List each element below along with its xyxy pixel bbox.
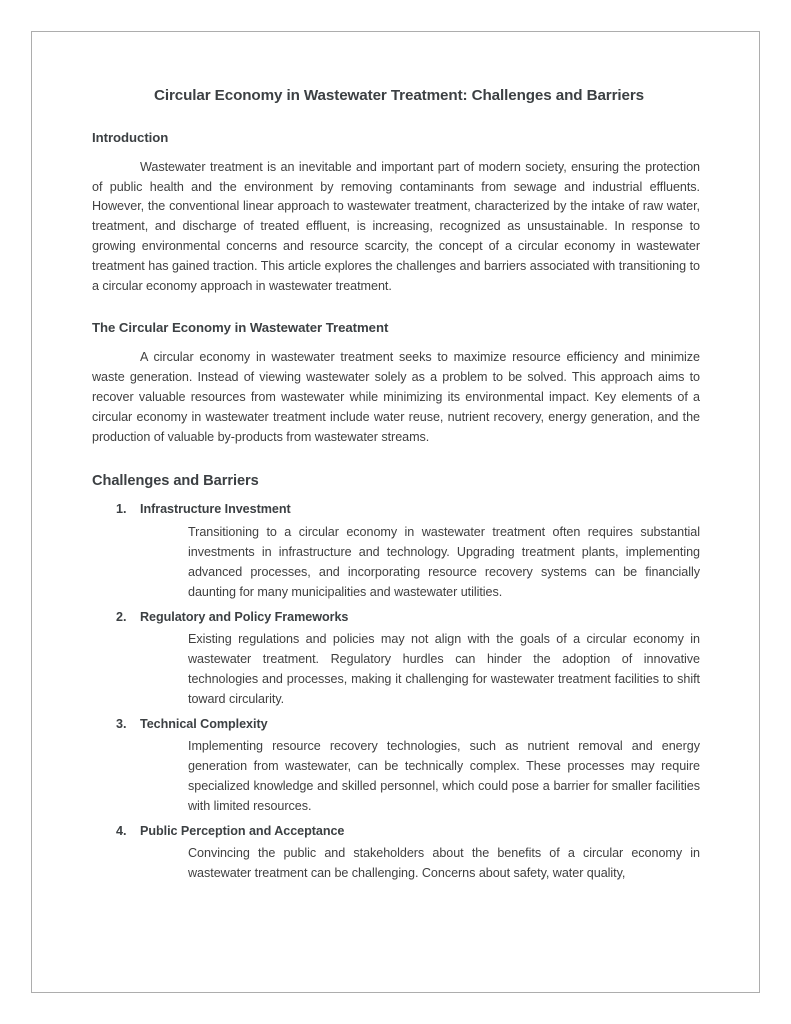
paragraph-introduction: Wastewater treatment is an inevitable and important part of modern society, ensuring the protection of public health and the environment by removing contaminants from sewage and industrial effluents. However, the conventional linear approach to wastewater treatment, characterized by the intake of raw water, treatment, and discharge of treated effluent, is increasing, recognized as unsustainable. In response to growing environmental concerns and resource scarcity, the concept of a circular economy in wastewater treatment has gained traction. This article explores the challenges and barriers associated with transitioning to a circular economy approach in wastewater treatment. [92,159,700,294]
list-item-title: Public Perception and Acceptance [140,823,345,838]
list-item-title: Regulatory and Policy Frameworks [140,609,349,624]
list-item-marker: 2. [116,609,127,624]
list-item-marker: 3. [116,716,127,731]
list-item-body: Existing regulations and policies may not align with the goals of a circular economy in wastewater treatment. Regulatory hurdles can hinder the adoption of innovative technologies and processes, making it challenging for wastewater treatment facilities to shift toward circularity. [188,632,700,706]
document-page [31,31,760,993]
list-item-marker: 4. [116,823,127,838]
list-item-title: Technical Complexity [140,716,268,731]
list-item [92,822,700,884]
section-heading-circular-economy: The Circular Economy in Wastewater Treatment [92,319,389,335]
section-heading-introduction: Introduction [92,129,169,145]
list-item-marker: 1. [116,502,127,517]
list-item-body: Transitioning to a circular economy in wastewater treatment often requires substantial investments in infrastructure and technology. Upgrading treatment plants, implementing advanced processes, and incorporating resource recovery systems can be financially daunting for many municipalities and wastewater utilities. [188,525,700,599]
list-item-title: Infrastructure Investment [140,502,291,517]
list-item [92,608,700,710]
page-title: Circular Economy in Wastewater Treatment: Challenges and Barriers [153,87,645,104]
document-body [92,86,700,884]
section-heading-challenges-and-barriers: Challenges and Barriers [92,472,259,489]
list-item [92,500,700,602]
list-item [92,715,700,817]
paragraph-circular-economy: A circular economy in wastewater treatment seeks to maximize resource efficiency and minimize waste generation. Instead of viewing wastewater solely as a problem to be solved. This approach aims to recover valuable resources from wastewater while minimizing its environmental impact. Key elements of a circular economy in wastewater treatment include water reuse, nutrient recovery, energy generation, and the production of valuable by-products from wastewater streams. [92,350,700,444]
list-item-body: Convincing the public and stakeholders about the benefits of a circular economy in wastewater treatment can be challenging. Concerns about safety, water quality, [188,846,700,881]
list-item-body: Implementing resource recovery technologies, such as nutrient removal and energy generation from wastewater, can be technically complex. These processes may require specialized knowledge and skilled personnel, which could pose a barrier for smaller facilities with limited resources. [188,739,700,813]
challenges-list [92,500,700,884]
